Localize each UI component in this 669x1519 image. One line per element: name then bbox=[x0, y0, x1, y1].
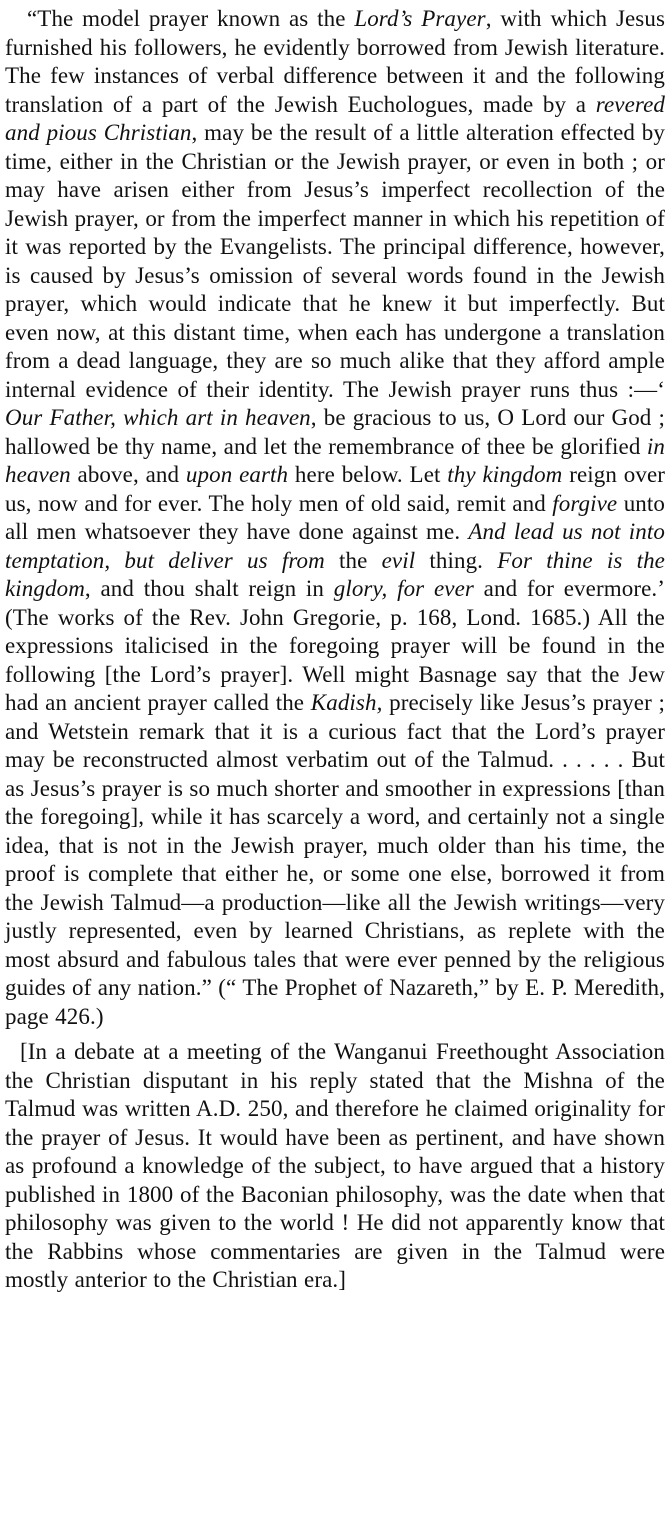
italic-text-segment: Lord’s Prayer bbox=[354, 6, 486, 31]
italic-text-segment: For thine is the kingdom bbox=[5, 547, 665, 601]
text-segment: [In a debate at a meeting of the Wanganui Freethought Association the Christian disputant in his reply stated that the Mishna of the Talmud was written A.D. 250, and therefore he claimed originality for the prayer of Jesus. It would have been as pertinent, and have shown as profound a knowledge of the subject, to have argued that a history published in 1800 of the Baconian philosophy, was the date when that philosophy was given to the world ! He did not apparently know that the Rabbins whose commentaries are given in the Talmud were mostly anterior to the Christian era.] bbox=[5, 1039, 665, 1292]
text-segment: reign over us, now and for ever. The holy men of old said, remit and bbox=[5, 462, 666, 516]
text-segment: unto all men whatsoever they have done against me. bbox=[5, 490, 665, 544]
text-segment: here below. Let bbox=[288, 462, 448, 487]
italic-text-segment: Kadish, bbox=[310, 690, 383, 715]
italic-text-segment: evil bbox=[381, 547, 416, 573]
text-segment: precisely like Jesus’s prayer ; and Wetstein remark that it is a curious fact that the Lord’s prayer may be reconstructed almost verbatim out of the Talmud. . . . . . But as Jesus’s prayer is so much shorter and smoother in expressions [than the foregoing], while it has scarcely a word, and certainly not a single idea, that is not in the Jewish prayer, much older than his time, the proof is complete that either he, or some one else, borrowed it from the Jewish Talmud—a production—like all the Jewish writings—very justly represented, even by learned Christians, as replete with the most absurd and fabulous tales that were ever penned by the religious guides of any nation.” (“ The Prophet of Nazareth,” by E. P. Meredith, page 426.) bbox=[5, 690, 665, 1029]
italic-text-segment: upon earth bbox=[185, 462, 289, 487]
italic-text-segment: Our Father, which art in heaven bbox=[5, 405, 311, 430]
italic-text-segment: revered and pious Christian bbox=[5, 91, 665, 145]
quotation-paragraph bbox=[5, 5, 665, 1031]
italic-text-segment: glory, for ever bbox=[333, 576, 474, 601]
text-segment: , may be the result of a little alteration effected by time, either in the Christian or the Jewish prayer, or even in both ; or may have arisen either from Jesus’s imperfect recollection of the Jewish prayer, or from the imperfect manner in which his repetition of it was reported by the Evangelists. The principal difference, however, is caused by Jesus’s omission of several words found in the Jewish prayer, which would indicate that he knew it but imperfectly. But even now, at this distant time, when each has undergone a translation from a dead language, they are so much alike that they afford ample internal evidence of their identity. The Jewish prayer runs thus :—‘ bbox=[5, 120, 666, 402]
text-segment: and for evermore.’ (The works of the Rev. John Gregorie, p. 168, Lond. 1685.) All the expressions italicised in the foregoing prayer will be found in the following [the Lord’s prayer]. Well might Basnage say that the Jew had an ancient prayer called the bbox=[5, 576, 665, 715]
italic-text-segment: forgive bbox=[552, 490, 618, 516]
italic-text-segment: thy kingdom bbox=[447, 462, 563, 487]
text-segment: thing. bbox=[415, 547, 498, 573]
italic-text-segment: in heaven bbox=[5, 433, 665, 487]
text-segment: “The model prayer known as the bbox=[27, 6, 355, 31]
italic-text-segment: And lead us not into temptation, but deliver us from bbox=[5, 519, 665, 573]
text-segment: , and thou shalt reign in bbox=[84, 576, 334, 601]
text-segment: the bbox=[324, 547, 382, 573]
text-segment: above, and bbox=[70, 462, 186, 487]
text-segment: , with which Jesus furnished his followers, he evidently borrowed from Jewish literature. The few instances of verbal difference between it and the following translation of a part of the Jewish Euchologues, made by a bbox=[5, 6, 665, 117]
text-segment: , be gracious to us, O Lord our God ; hallowed be thy name, and let the remembrance of thee be glorified bbox=[5, 405, 665, 459]
editorial-note-paragraph bbox=[5, 1038, 665, 1295]
